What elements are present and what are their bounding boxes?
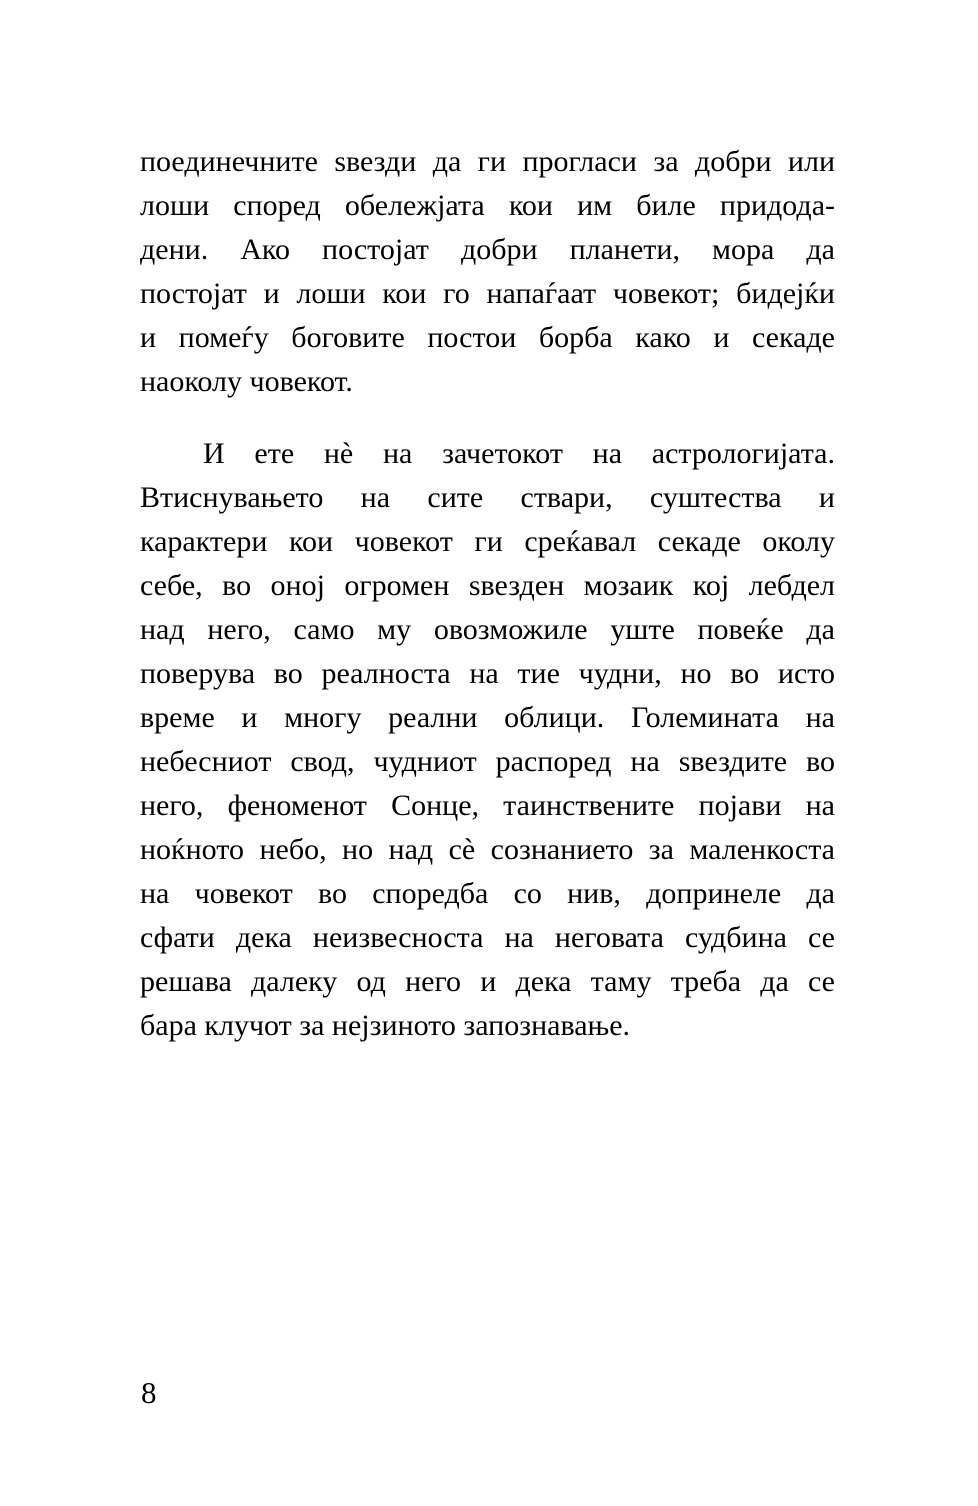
- text-line: бара клучот за нејзиното запознавање.: [140, 1009, 631, 1042]
- text-line: ноќното небо, но над сѐ сознанието за маленкоста: [140, 833, 835, 866]
- text-line: карактери кои човекот ги среќавал секаде околу: [140, 525, 835, 558]
- text-line: сфати дека неизвесноста на неговата судбина се: [140, 921, 835, 954]
- text-line: поединечните ѕвезди да ги прогласи за добри или: [140, 145, 835, 178]
- text-line: време и многу реални облици. Големината на: [140, 701, 835, 734]
- text-line: И ете нѐ на зачетокот на астрологијата.: [203, 437, 835, 470]
- text-line: над него, само му овозможиле уште повеќе да: [140, 613, 835, 646]
- text-line: поверува во реалноста на тие чудни, но во исто: [140, 657, 835, 690]
- paragraph: [140, 140, 835, 404]
- text-line: решава далеку од него и дека таму треба да се: [140, 965, 835, 998]
- text-line: него, феноменот Сонце, таинствените појави на: [140, 789, 835, 822]
- text-line: наоколу човекот.: [140, 365, 353, 398]
- text-line: дени. Ако постојат добри планети, мора да: [140, 233, 835, 266]
- text-line: небесниот свод, чудниот распоред на ѕвездите во: [140, 745, 835, 778]
- text-line: постојат и лоши кои го напаѓаат човекот; бидејќи: [140, 277, 835, 310]
- text-line: Втиснувањето на сите ствари, суштества и: [140, 481, 835, 514]
- text-line: и помеѓу боговите постои борба како и секаде: [140, 321, 835, 354]
- text-line: лоши според обележјата кои им биле придода-: [140, 189, 835, 222]
- page-number: 8: [141, 1375, 157, 1410]
- text-line: себе, во оној огромен ѕвезден мозаик кој лебдел: [140, 569, 835, 602]
- text-block: [140, 140, 835, 1048]
- text-line: на човекот во споредба со нив, допринеле да: [140, 877, 835, 910]
- paragraph: [140, 432, 835, 1048]
